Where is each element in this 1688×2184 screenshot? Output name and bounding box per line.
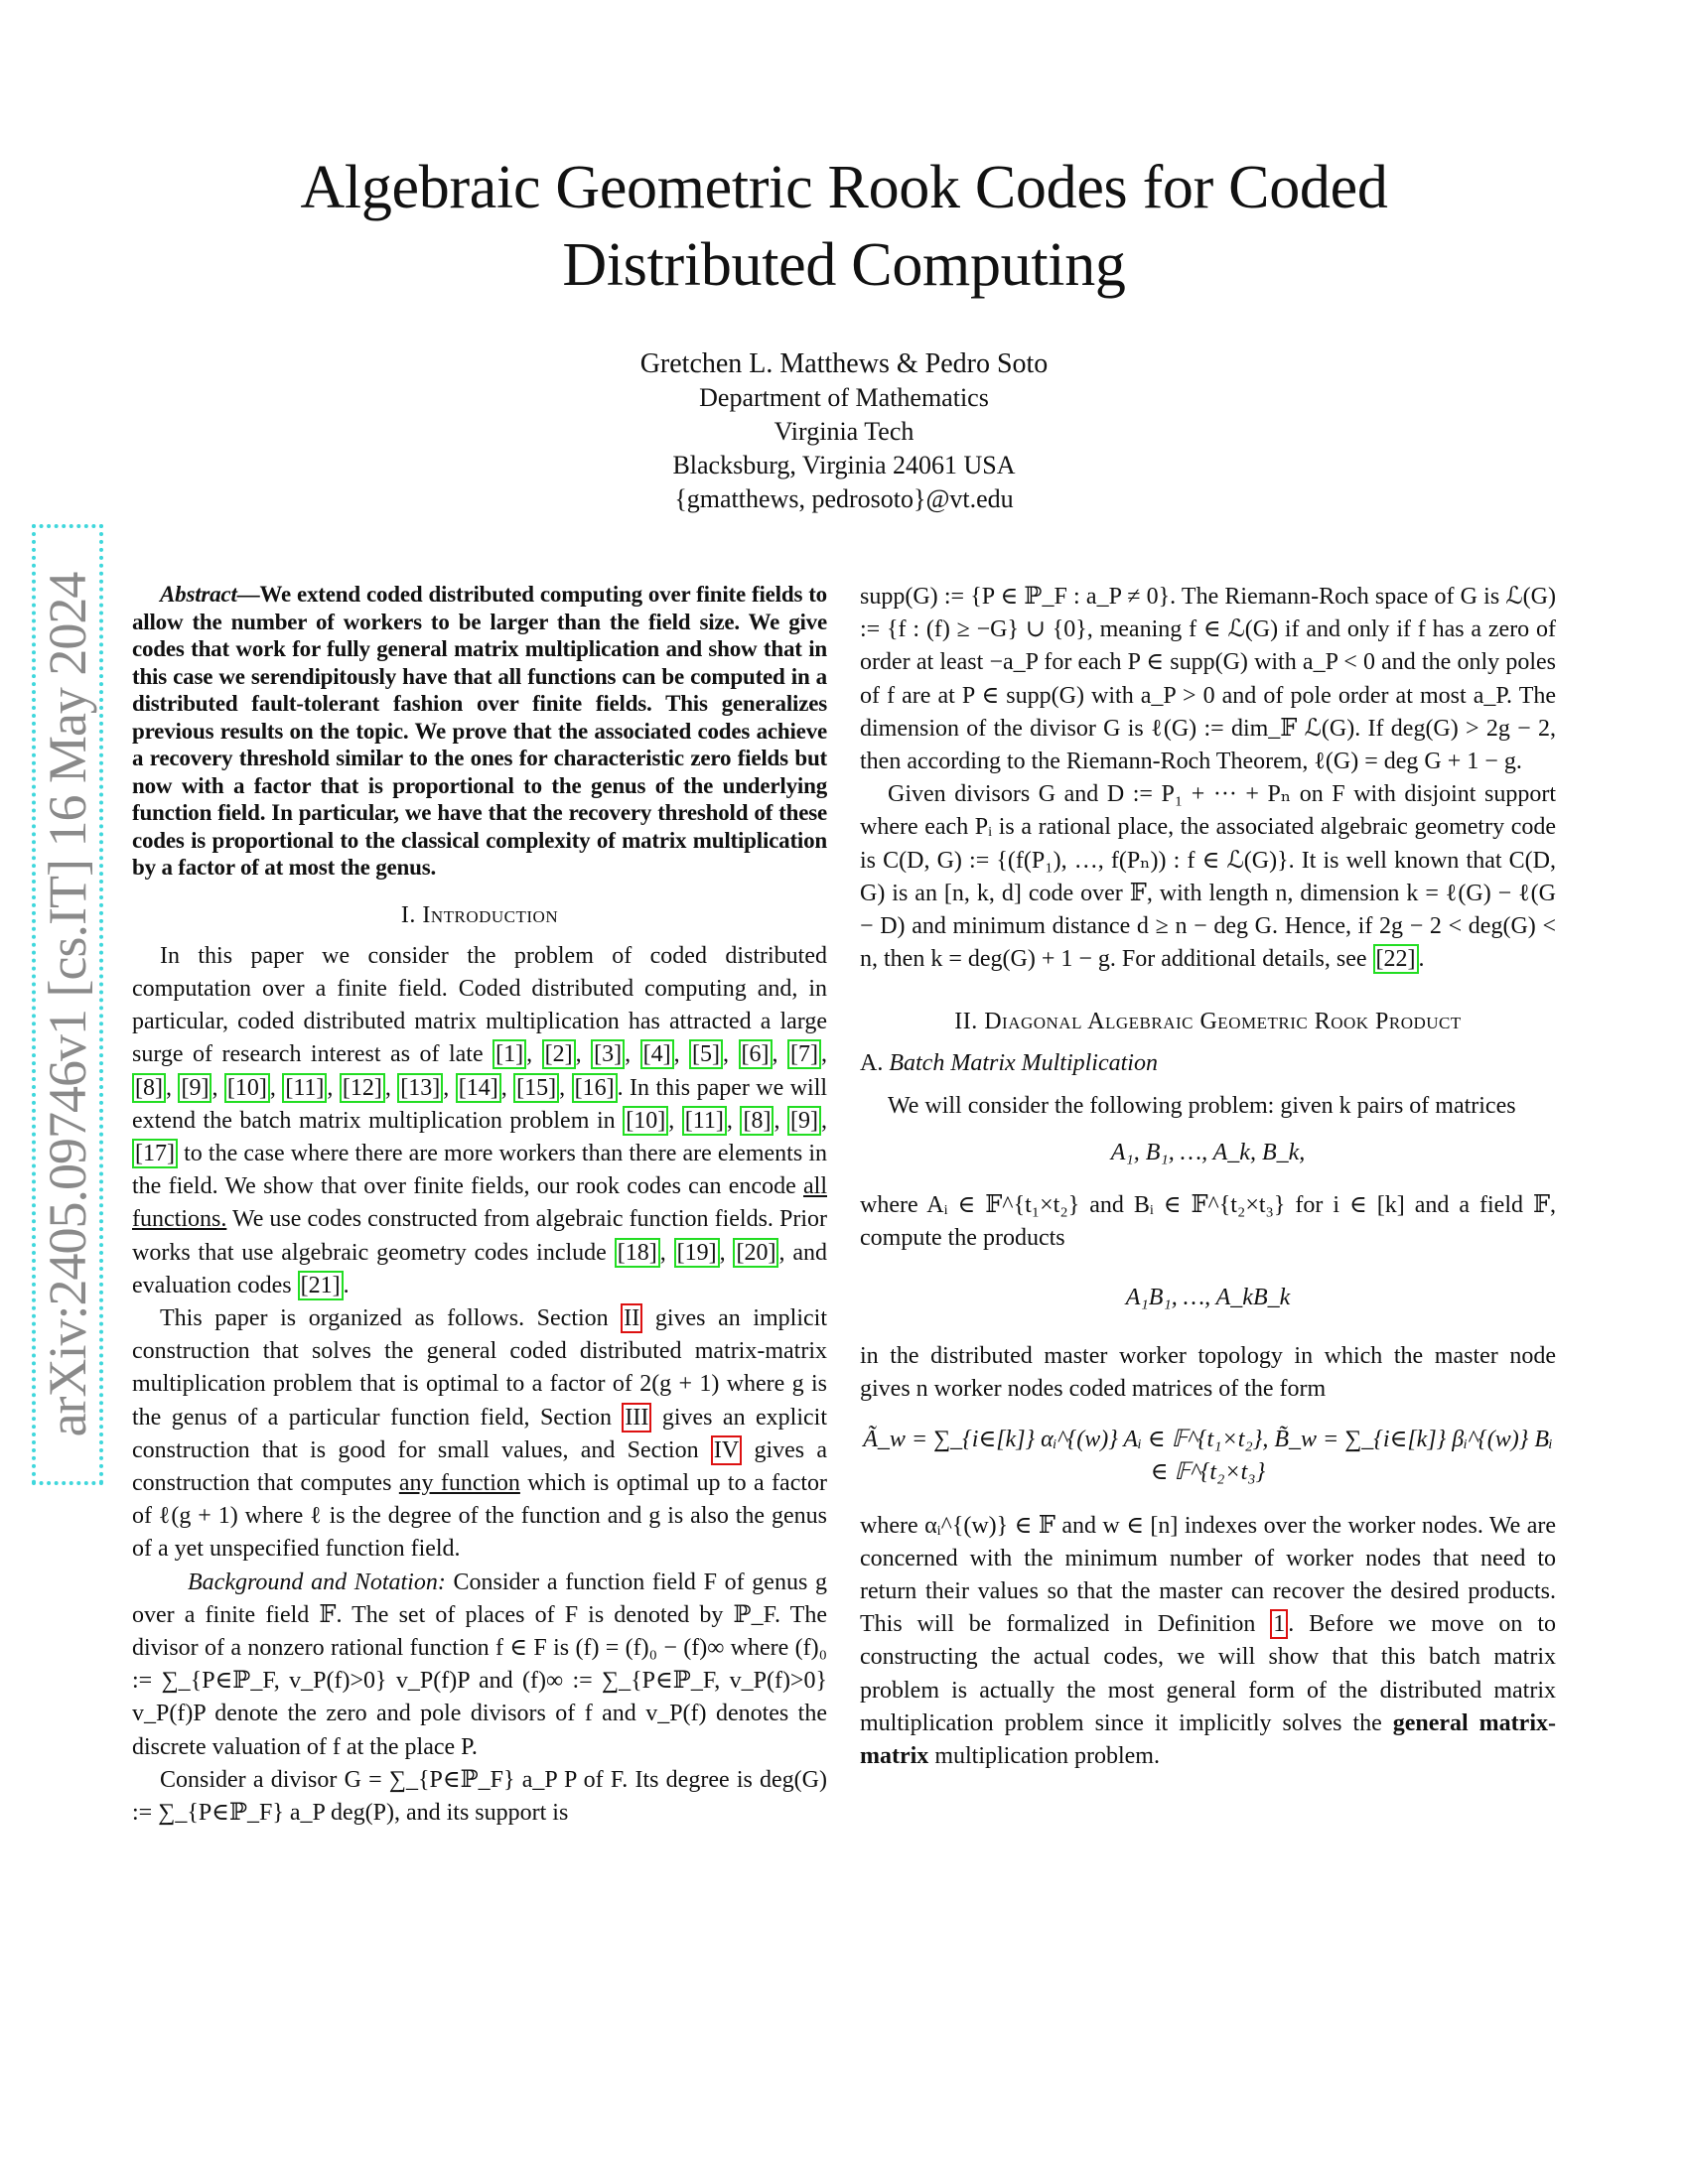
citation-link[interactable]: [17] — [132, 1139, 178, 1168]
citation-link[interactable]: [13] — [397, 1073, 443, 1103]
divisor-paragraph: Consider a divisor G = ∑_{P∈ℙ_F} a_P P of F. Its degree is deg(G) := ∑_{P∈ℙ_F} a_P deg(P), and its support is — [132, 1766, 827, 1826]
recovery-paragraph: where αᵢ^{(w)} ∈ 𝔽 and w ∈ [n] indexes over the worker nodes. We are concerned with the minimum number of worker nodes that need to return their values so that the master can recover the desired products. This will be formalized in Definition 1 . Before we move on to constructing the actual codes, we will show that this batch matrix problem is actually the most general form of the distributed matrix multiplication problem since it implicitly solves the general matrix-matrix multiplication problem. — [860, 1512, 1556, 1770]
citation-link[interactable]: [3] — [591, 1039, 625, 1069]
citation-link[interactable]: [20] — [733, 1238, 778, 1268]
citation-link[interactable]: [15] — [513, 1073, 559, 1103]
citation-link[interactable]: [14] — [456, 1073, 501, 1103]
section-ref-link[interactable]: IV — [711, 1435, 742, 1465]
right-column — [860, 581, 1556, 1773]
left-column — [132, 581, 827, 1830]
section-ref-link[interactable]: II — [621, 1303, 642, 1333]
author-names: Gretchen L. Matthews & Pedro Soto — [639, 348, 1049, 379]
citation-link[interactable]: [12] — [340, 1073, 385, 1103]
equation-coded-matrices: Ã_w = ∑_{i∈[k]} αᵢ^{(w)} Aᵢ ∈ 𝔽^{t₁×t₂}, B̃_w = ∑_{i∈[k]} βᵢ^{(w)} Bᵢ ∈ 𝔽^{t₂×t₃} — [863, 1427, 1553, 1486]
citation-link[interactable]: [21] — [298, 1271, 344, 1300]
section-heading-introduction: I. Introduction — [400, 901, 559, 928]
citation-link[interactable]: [8] — [132, 1073, 166, 1103]
affiliation-univ: Virginia Tech — [774, 417, 914, 446]
citation-link[interactable]: [6] — [739, 1039, 773, 1069]
citation-link[interactable]: [4] — [640, 1039, 674, 1069]
riemann-roch-paragraph: supp(G) := {P ∈ ℙ_F : a_P ≠ 0}. The Riemann-Roch space of G is ℒ(G) := {f : (f) ≥ −G} ∪ {0}, meaning f ∈ ℒ(G) if and only if f has a zero of order at least −a_P for each P ∈ supp(G) with a_P < 0 and the only poles of f are at P ∈ supp(G) with a_P > 0 and of pole order at most a_P. The dimension of the divisor G is ℓ(G) := dim_𝔽 ℒ(G). If deg(G) > 2g − 2, then according to the Riemann-Roch Theorem, ℓ(G) = deg G + 1 − g. — [860, 584, 1556, 775]
citation-link[interactable]: [16] — [572, 1073, 618, 1103]
subsection-heading-batch: A. Batch Matrix Multiplication — [860, 1049, 1158, 1076]
citation-link[interactable]: [8] — [740, 1106, 774, 1136]
intro-paragraph-1: In this paper we consider the problem of coded distributed computation over a finite field. Coded distributed computing and, in particular, coded distributed matrix multiplication has attracted a large surge of research interest as of late [1] , [2] , [3] , [4] , [5] , [6] , [7] , [8] , [9] , [10] , [11] , [12] , [13] , [14] , [15] , [16] . In this paper we will extend the batch matrix multiplication problem in [10] , [11] , [8] , [9] , [17] to the case where there are more workers than there are elements in the field. We show that over finite fields, our rook codes can encode all functions. We use codes constructed from algebraic function fields. Prior works that use algebraic geometry codes include [18] , [19] , [20] , and evaluation codes [21] . — [132, 942, 828, 1298]
citation-link[interactable]: [11] — [282, 1073, 327, 1103]
intro-paragraph-2: This paper is organized as follows. Section II gives an implicit construction that solves the general coded distributed matrix-matrix multiplication problem that is optimal to a factor of 2(g + 1) where g is the genus of a particular function field, Section III gives an explicit construction that is good for small values, and Section IV gives a construction that computes any function which is optimal up to a factor of ℓ(g + 1) where ℓ is the degree of the function and g is also the genus of a yet unspecified function field. — [132, 1304, 828, 1563]
citation-link[interactable]: [9] — [178, 1073, 211, 1103]
matrix-dims-paragraph: where Aᵢ ∈ 𝔽^{t₁×t₂} and Bᵢ ∈ 𝔽^{t₂×t₃} for i ∈ [k] and a field 𝔽, compute the products — [860, 1192, 1556, 1252]
citation-link[interactable]: [22] — [1373, 944, 1419, 974]
bold-phrase: general matrix-matrix — [860, 1709, 1556, 1770]
batch-problem-paragraph: We will consider the following problem: given k pairs of matrices — [888, 1092, 1516, 1119]
background-notation-paragraph: Background and Notation: Consider a function field F of genus g over a finite field 𝔽. The set of places of F is denoted by ℙ_F. The divisor of a nonzero rational function f ∈ F is (f) = (f)₀ − (f)∞ where (f)₀ := ∑_{P∈ℙ_F, v_P(f)>0} v_P(f)P and (f)∞ := ∑_{P∈ℙ_F, v_P(f)>0} v_P(f)P denote the zero and pole divisors of f and v_P(f) denotes the discrete valuation of f at the place P. — [132, 1569, 827, 1760]
author-emails: {gmatthews, pedrosoto}@vt.edu — [674, 484, 1014, 513]
paper-title — [149, 149, 1539, 304]
title-line-2: Distributed Computing — [562, 231, 1126, 299]
citation-link[interactable]: [2] — [542, 1039, 576, 1069]
abstract-body: —We extend coded distributed computing over finite fields to allow the number of workers to be larger than the field size. We give codes that work for fully general matrix multiplication and show that in this case we serendipitously have that all functions can be computed in a distributed fault-tolerant fashion over finite fields. This generalizes previous results on the topic. We prove that the associated codes achieve a recovery threshold similar to the ones for characteristic zero fields but now with a factor that is proportional to the genus of the underlying function field. In particular, we have that the recovery threshold of these codes is proportional to the classical complexity of matrix multiplication by a factor of at most the genus. — [132, 582, 827, 880]
underlined-phrase: all functions. — [132, 1173, 827, 1233]
section-ref-link[interactable]: III — [622, 1403, 651, 1433]
citation-link[interactable]: [10] — [623, 1106, 668, 1136]
equation-matrix-pairs: A₁, B₁, …, A_k, B_k, — [1110, 1140, 1306, 1166]
author-block — [447, 347, 1241, 516]
section-heading-diagonal-ag-rook: II. Diagonal Algebraic Geometric Rook Product — [954, 1009, 1462, 1035]
citation-link[interactable]: [1] — [492, 1039, 526, 1069]
affiliation-dept: Department of Mathematics — [699, 383, 989, 412]
citation-link[interactable]: [10] — [224, 1073, 270, 1103]
abstract-lead: Abstract — [160, 582, 237, 607]
citation-link[interactable]: [18] — [615, 1238, 660, 1268]
citation-link[interactable]: [19] — [674, 1238, 720, 1268]
definition-ref-link[interactable]: 1 — [1270, 1609, 1288, 1639]
citation-link[interactable]: [5] — [689, 1039, 723, 1069]
abstract — [132, 581, 827, 882]
citation-link[interactable]: [9] — [787, 1106, 821, 1136]
citation-link[interactable]: [7] — [787, 1039, 821, 1069]
arxiv-stamp[interactable]: arXiv:2405.09746v1 [cs.IT] 16 May 2024 — [38, 572, 97, 1437]
equation-products: A₁B₁, …, A_kB_k — [1125, 1284, 1291, 1310]
ag-code-paragraph: Given divisors G and D := P₁ + ··· + Pₙ on F with disjoint support where each Pᵢ is a rational place, the associated algebraic geometry code is C(D, G) := {(f(P₁), …, f(Pₙ)) : f ∈ ℒ(G)}. It is well known that C(D, G) is an [n, k, d] code over 𝔽, with length n, dimension k = ℓ(G) − ℓ(G − D) and minimum distance d ≥ n − deg G. Hence, if 2g − 2 < deg(G) < n, then k = deg(G) + 1 − g. For additional details, see [22] . — [860, 781, 1556, 973]
affiliation-address: Blacksburg, Virginia 24061 USA — [672, 451, 1016, 479]
topology-paragraph: in the distributed master worker topology in which the master node gives n worker nodes coded matrices of the form — [860, 1342, 1556, 1403]
title-line-1: Algebraic Geometric Rook Codes for Coded — [300, 154, 1388, 221]
citation-link[interactable]: [11] — [682, 1106, 727, 1136]
runin-heading: Background and Notation: — [188, 1569, 446, 1595]
underlined-phrase: any function — [398, 1469, 520, 1496]
